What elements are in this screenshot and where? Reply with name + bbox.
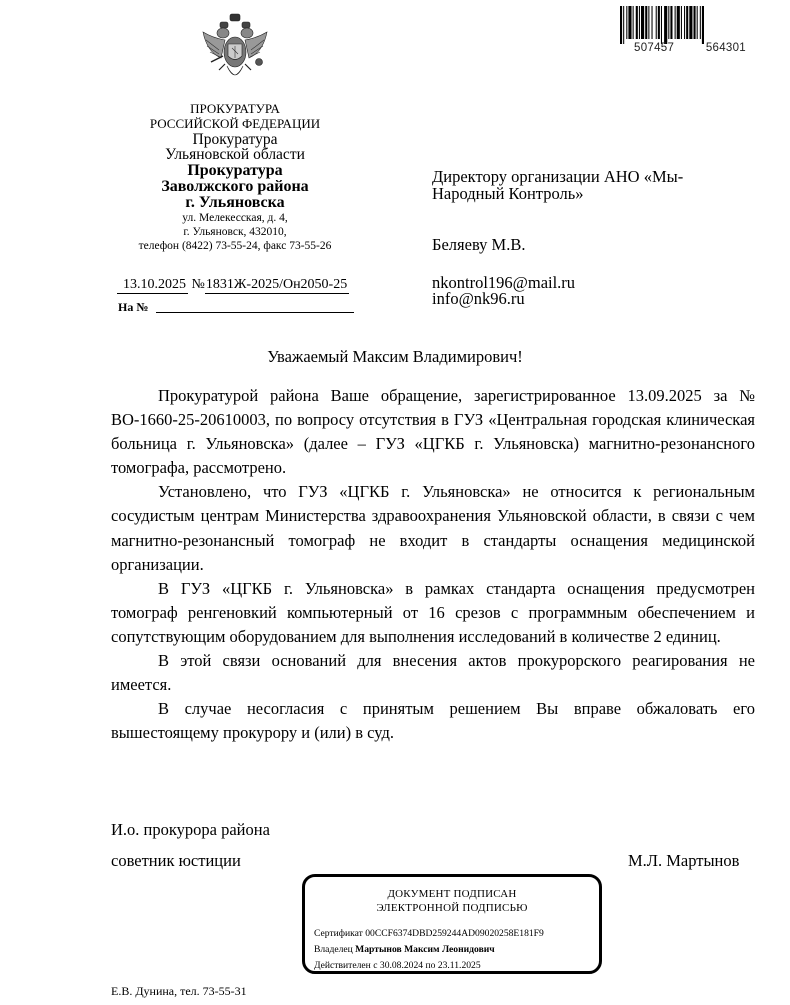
barcode-bar	[661, 6, 662, 44]
cert-value: 00CCF6374DBD259244AD09020258E181F9	[365, 927, 544, 939]
valid-from-label: с	[373, 960, 378, 972]
barcode-bar	[684, 6, 685, 39]
barcode-bar	[636, 6, 638, 39]
barcode-bar	[626, 6, 627, 39]
body-paragraph: Прокуратурой района Ваше обращение, зарегистрированное 13.09.2025 за № ВО-1660-25-20610003, по вопросу отсутствия в ГУЗ «Центральная городская клиническая больница г. Ульяновска» (далее – ГУЗ «ЦГКБ г. Ульяновска) магнитно-резонансного томографа, рассмотрено.	[111, 386, 755, 478]
barcode-bar	[641, 6, 644, 39]
barcode-bar	[681, 6, 682, 39]
outgoing-reference	[117, 277, 349, 294]
barcode-bar	[697, 6, 698, 39]
barcode-bar	[628, 6, 631, 39]
body-paragraph: Установлено, что ГУЗ «ЦГКБ г. Ульяновска» не относится к региональным сосудистым центрам Министерства здравоохранения Ульяновской области, в связи с чем магнитно-резонансный томограф не входит в стандарты оснащения медицинской организации.	[111, 482, 755, 574]
valid-to: 23.11.2025	[437, 960, 481, 972]
barcode-bar	[686, 6, 688, 39]
ref-number: 1831Ж-2025/Он2050-25	[205, 277, 348, 292]
valid-label: Действителен	[314, 960, 371, 972]
stamp-certificate	[314, 926, 599, 942]
barcode	[620, 6, 748, 44]
barcode-bar	[700, 6, 701, 39]
owner-value: Мартынов Максим Леонидович	[355, 943, 495, 955]
organization-header	[110, 102, 360, 253]
org-line-7: г. Ульяновска	[185, 193, 285, 211]
barcode-bar	[658, 6, 660, 39]
valid-from: 30.08.2024	[379, 960, 424, 972]
barcode-number-left: 507457	[634, 42, 675, 54]
stamp-heading-2: ЭЛЕКТРОННОЙ ПОДПИСЬЮ	[376, 902, 528, 915]
stamp-heading-1: ДОКУМЕНТ ПОДПИСАН	[387, 888, 517, 900]
barcode-bar	[664, 6, 667, 44]
org-address-1: ул. Мелекесская, д. 4,	[182, 211, 288, 224]
barcode-bar	[648, 6, 649, 39]
barcode-bar	[623, 6, 624, 44]
barcode-bar	[633, 6, 634, 39]
addressee-line-1: Директору организации АНО «Мы-	[432, 167, 684, 186]
greeting: Уважаемый Максим Владимирович!	[267, 347, 523, 366]
barcode-bar	[652, 6, 653, 39]
addressee-line-2: Народный Контроль»	[432, 183, 584, 203]
addressee-email-1: nkontrol196@mail.ru	[432, 272, 576, 292]
stamp-validity	[314, 958, 599, 974]
signatory-title: И.о. прокурора района	[111, 820, 270, 839]
electronic-signature-stamp	[302, 874, 602, 974]
barcode-bar	[645, 6, 647, 39]
incoming-reference	[118, 300, 354, 315]
valid-to-label: по	[425, 960, 436, 972]
cert-label: Сертификат	[314, 927, 363, 939]
addressee-block	[432, 169, 752, 308]
barcode-number	[634, 42, 746, 54]
org-line-6: Заволжского района	[161, 177, 309, 195]
barcode-bar	[620, 6, 622, 44]
body-paragraph: В случае несогласия с принятым решением Вы вправе обжаловать его вышестоящему прокурору и (или) в суд.	[111, 699, 755, 743]
org-line-3: Прокуратура	[192, 130, 278, 148]
signatory-name: М.Л. Мартынов	[628, 851, 740, 870]
org-phone: телефон (8422) 73-55-24, факс 73-55-26	[138, 239, 332, 252]
russian-coat-of-arms-icon	[199, 12, 271, 86]
addressee-email-2: info@nk96.ru	[432, 289, 525, 308]
body-paragraph: В этой связи оснований для внесения актов прокурорского реагирования не имеется.	[111, 651, 755, 695]
org-line-1: ПРОКУРАТУРА	[190, 101, 280, 116]
barcode-bar	[702, 6, 704, 44]
owner-label: Владелец	[314, 943, 353, 955]
signatory-rank: советник юстиции	[111, 851, 241, 870]
org-address-2: г. Ульяновск, 432010,	[183, 226, 287, 239]
barcode-number-right: 564301	[705, 42, 746, 54]
letter-body	[111, 384, 755, 745]
na-blank-field	[156, 312, 354, 313]
org-line-5: Прокуратура	[187, 161, 283, 179]
ref-date: 13.10.2025	[117, 277, 188, 294]
barcode-bar	[675, 6, 676, 39]
barcode-bar	[689, 6, 692, 39]
body-paragraph: В ГУЗ «ЦГКБ г. Ульяновска» в рамках стандарта оснащения предусмотрен томограф ренгеновкий компьютерный от 16 срезов с программным обеспечением и сопутствующим оборудованием для выполнения исследований в количестве 2 единиц.	[111, 578, 755, 646]
barcode-bar	[694, 6, 696, 39]
barcode-bar	[639, 6, 640, 39]
barcode-bar	[677, 6, 680, 39]
na-label: На №	[118, 300, 149, 314]
addressee-name: Беляеву М.В.	[432, 235, 526, 254]
barcode-bar	[668, 6, 669, 39]
ref-number-label: №	[191, 277, 205, 292]
org-line-4: Ульяновской области	[165, 146, 305, 164]
barcode-bar	[656, 6, 657, 39]
executor-contact: Е.В. Дунина, тел. 73-55-31	[111, 984, 247, 998]
barcode-bar	[670, 6, 672, 39]
org-line-2: РОССИЙСКОЙ ФЕДЕРАЦИИ	[149, 115, 321, 131]
stamp-owner	[314, 942, 599, 958]
